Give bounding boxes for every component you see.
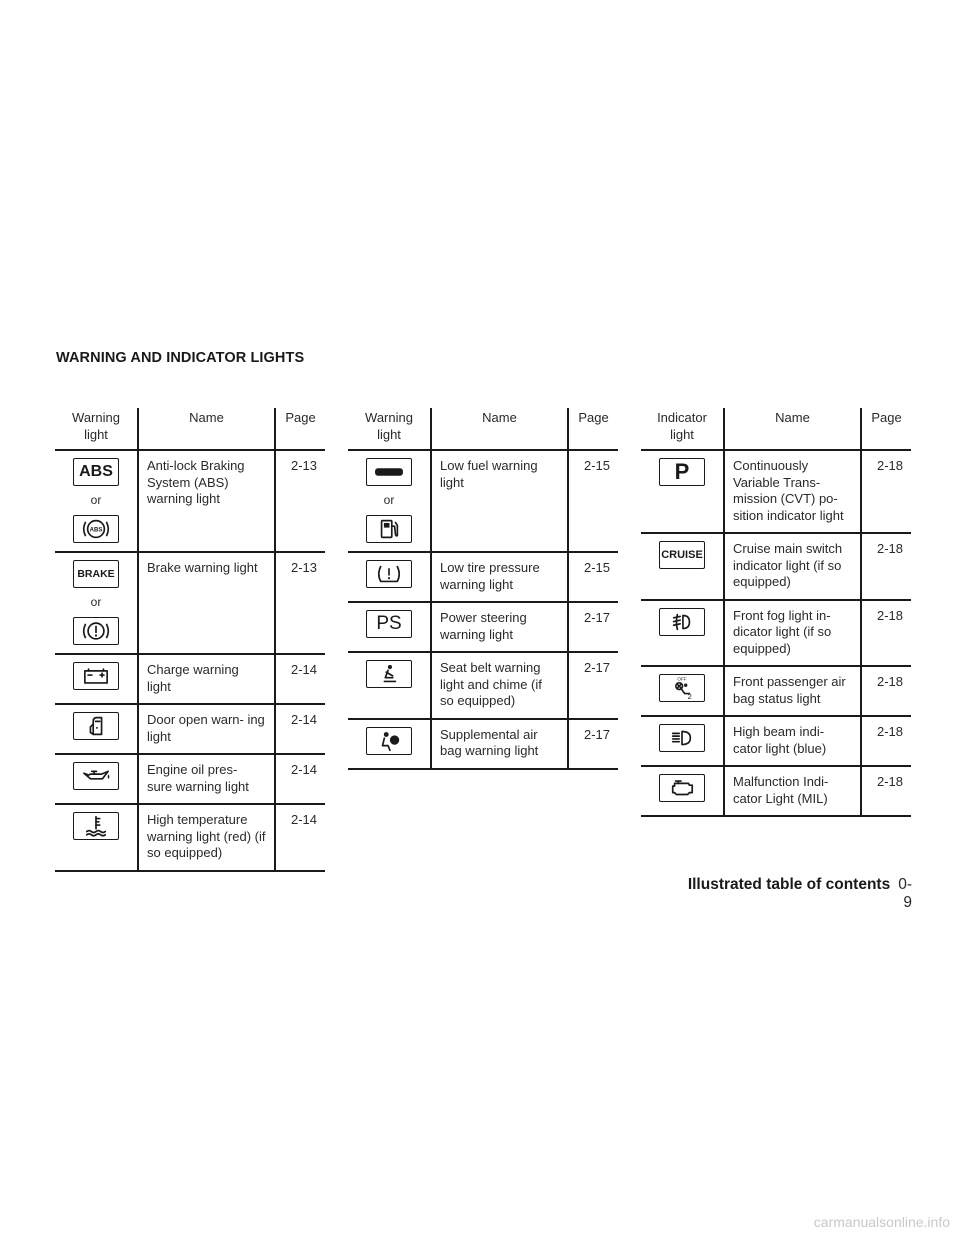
page-reference: 2-14 [275,754,325,804]
header-indicator-light: Indicator light [641,408,724,450]
page-reference: 2-13 [275,450,325,552]
icon-text: OFF [677,676,687,682]
warning-lights-table-1 [55,408,325,872]
airbag-row [348,719,618,769]
battery-icon [73,662,119,690]
light-icon-cell [641,600,724,667]
fuel-pump-icon [366,515,412,543]
header-name: Name [138,408,275,450]
light-icon-cell [55,552,138,654]
header-page: Page [568,408,618,450]
tire-pressure-icon [366,560,412,588]
header-warning-light: Warning light [55,408,138,450]
light-name: Brake warning light [138,552,275,654]
footer-page-number: 0-9 [898,876,912,911]
cvt-p-icon [659,458,705,486]
page-footer [680,876,912,912]
page-reference: 2-18 [861,766,911,816]
light-icon-cell [55,704,138,754]
light-icon-cell [348,719,431,769]
light-name: Seat belt warning light and chime (if so equipped) [431,652,568,719]
thermometer-icon [73,812,119,840]
svg-text:2: 2 [687,692,692,701]
malfunction-row [641,766,911,816]
icon-text: PS [376,612,402,634]
light-name: High beam indi- cator light (blue) [724,716,861,766]
light-icon-cell [55,754,138,804]
power-steering-icon [366,610,412,638]
oil-can-icon [73,762,119,790]
icon-text: P [674,458,690,484]
or-label: or [383,493,395,507]
page-reference: 2-18 [861,600,911,667]
icon-text: ABS [89,527,103,534]
light-name: Power steering warning light [431,602,568,652]
or-label: or [90,595,102,609]
light-name: Front passenger air bag status light [724,666,861,716]
header-name: Name [724,408,861,450]
high-beam-icon [659,724,705,752]
icon-text: BRAKE [77,567,115,580]
cruise-main-row [641,533,911,600]
page-reference: 2-18 [861,716,911,766]
header-warning-light: Warning light [348,408,431,450]
high-beam-row [641,716,911,766]
light-icon-cell [55,654,138,704]
light-icon-cell [348,602,431,652]
watermark: carmanualsonline.info [813,1214,950,1230]
seat-belt-icon [366,660,412,688]
light-name: Front fog light in- dicator light (if so equipped) [724,600,861,667]
abs-warning-row [55,450,325,552]
light-icon-cell [348,552,431,602]
low-fuel-row [348,450,618,552]
light-name: Supplemental air bag warning light [431,719,568,769]
page-reference: 2-15 [568,450,618,552]
high-temp-row [55,804,325,871]
fuel-bar-icon [366,458,412,486]
low-tire-pressure-row [348,552,618,602]
passenger-airbag-row [641,666,911,716]
cvt-position-row [641,450,911,533]
light-name: Malfunction Indi- cator Light (MIL) [724,766,861,816]
page-reference: 2-17 [568,602,618,652]
section-title: WARNING AND INDICATOR LIGHTS [56,350,305,366]
icon-text: ABS [79,462,113,480]
light-name: High temperature warning light (red) (if so equipped) [138,804,275,871]
light-name: Engine oil pres- sure warning light [138,754,275,804]
charge-warning-row [55,654,325,704]
brake-warning-row [55,552,325,654]
light-icon-cell [55,450,138,552]
light-icon-cell [641,533,724,600]
page-reference: 2-18 [861,450,911,533]
light-name: Charge warning light [138,654,275,704]
warning-lights-table-2 [348,408,618,770]
page-reference: 2-17 [568,719,618,769]
abs-circle-icon [73,515,119,543]
light-icon-cell [641,450,724,533]
light-name: Anti-lock Braking System (ABS) warning light [138,450,275,552]
light-icon-cell [348,450,431,552]
page-reference: 2-14 [275,654,325,704]
header-name: Name [431,408,568,450]
light-icon-cell [641,666,724,716]
power-steering-row [348,602,618,652]
page-reference: 2-13 [275,552,325,654]
page-reference: 2-15 [568,552,618,602]
front-fog-row [641,600,911,667]
light-name: Continuously Variable Trans- mission (CVT) po- sition indicator light [724,450,861,533]
fog-light-icon [659,608,705,636]
icon-text: CRUISE [661,548,703,561]
page-reference: 2-14 [275,704,325,754]
engine-check-icon [659,774,705,802]
light-icon-cell [348,652,431,719]
light-name: Door open warn- ing light [138,704,275,754]
cruise-text-icon [659,541,705,569]
door-open-row [55,704,325,754]
light-icon-cell [55,804,138,871]
page-reference: 2-17 [568,652,618,719]
light-name: Low tire pressure warning light [431,552,568,602]
light-icon-cell [641,766,724,816]
airbag-icon [366,727,412,755]
indicator-lights-table [641,408,911,817]
light-name: Cruise main switch indicator light (if so equipped) [724,533,861,600]
oil-pressure-row [55,754,325,804]
page-reference: 2-14 [275,804,325,871]
abs-text-icon [73,458,119,486]
passenger-airbag-off-icon [659,674,705,702]
header-page: Page [275,408,325,450]
light-name: Low fuel warning light [431,450,568,552]
page-reference: 2-18 [861,533,911,600]
door-open-icon [73,712,119,740]
brake-text-icon [73,560,119,588]
page-reference: 2-18 [861,666,911,716]
light-icon-cell [641,716,724,766]
seat-belt-row [348,652,618,719]
header-page: Page [861,408,911,450]
brake-circle-icon [73,617,119,645]
or-label: or [90,493,102,507]
footer-title: Illustrated table of contents [687,876,891,893]
